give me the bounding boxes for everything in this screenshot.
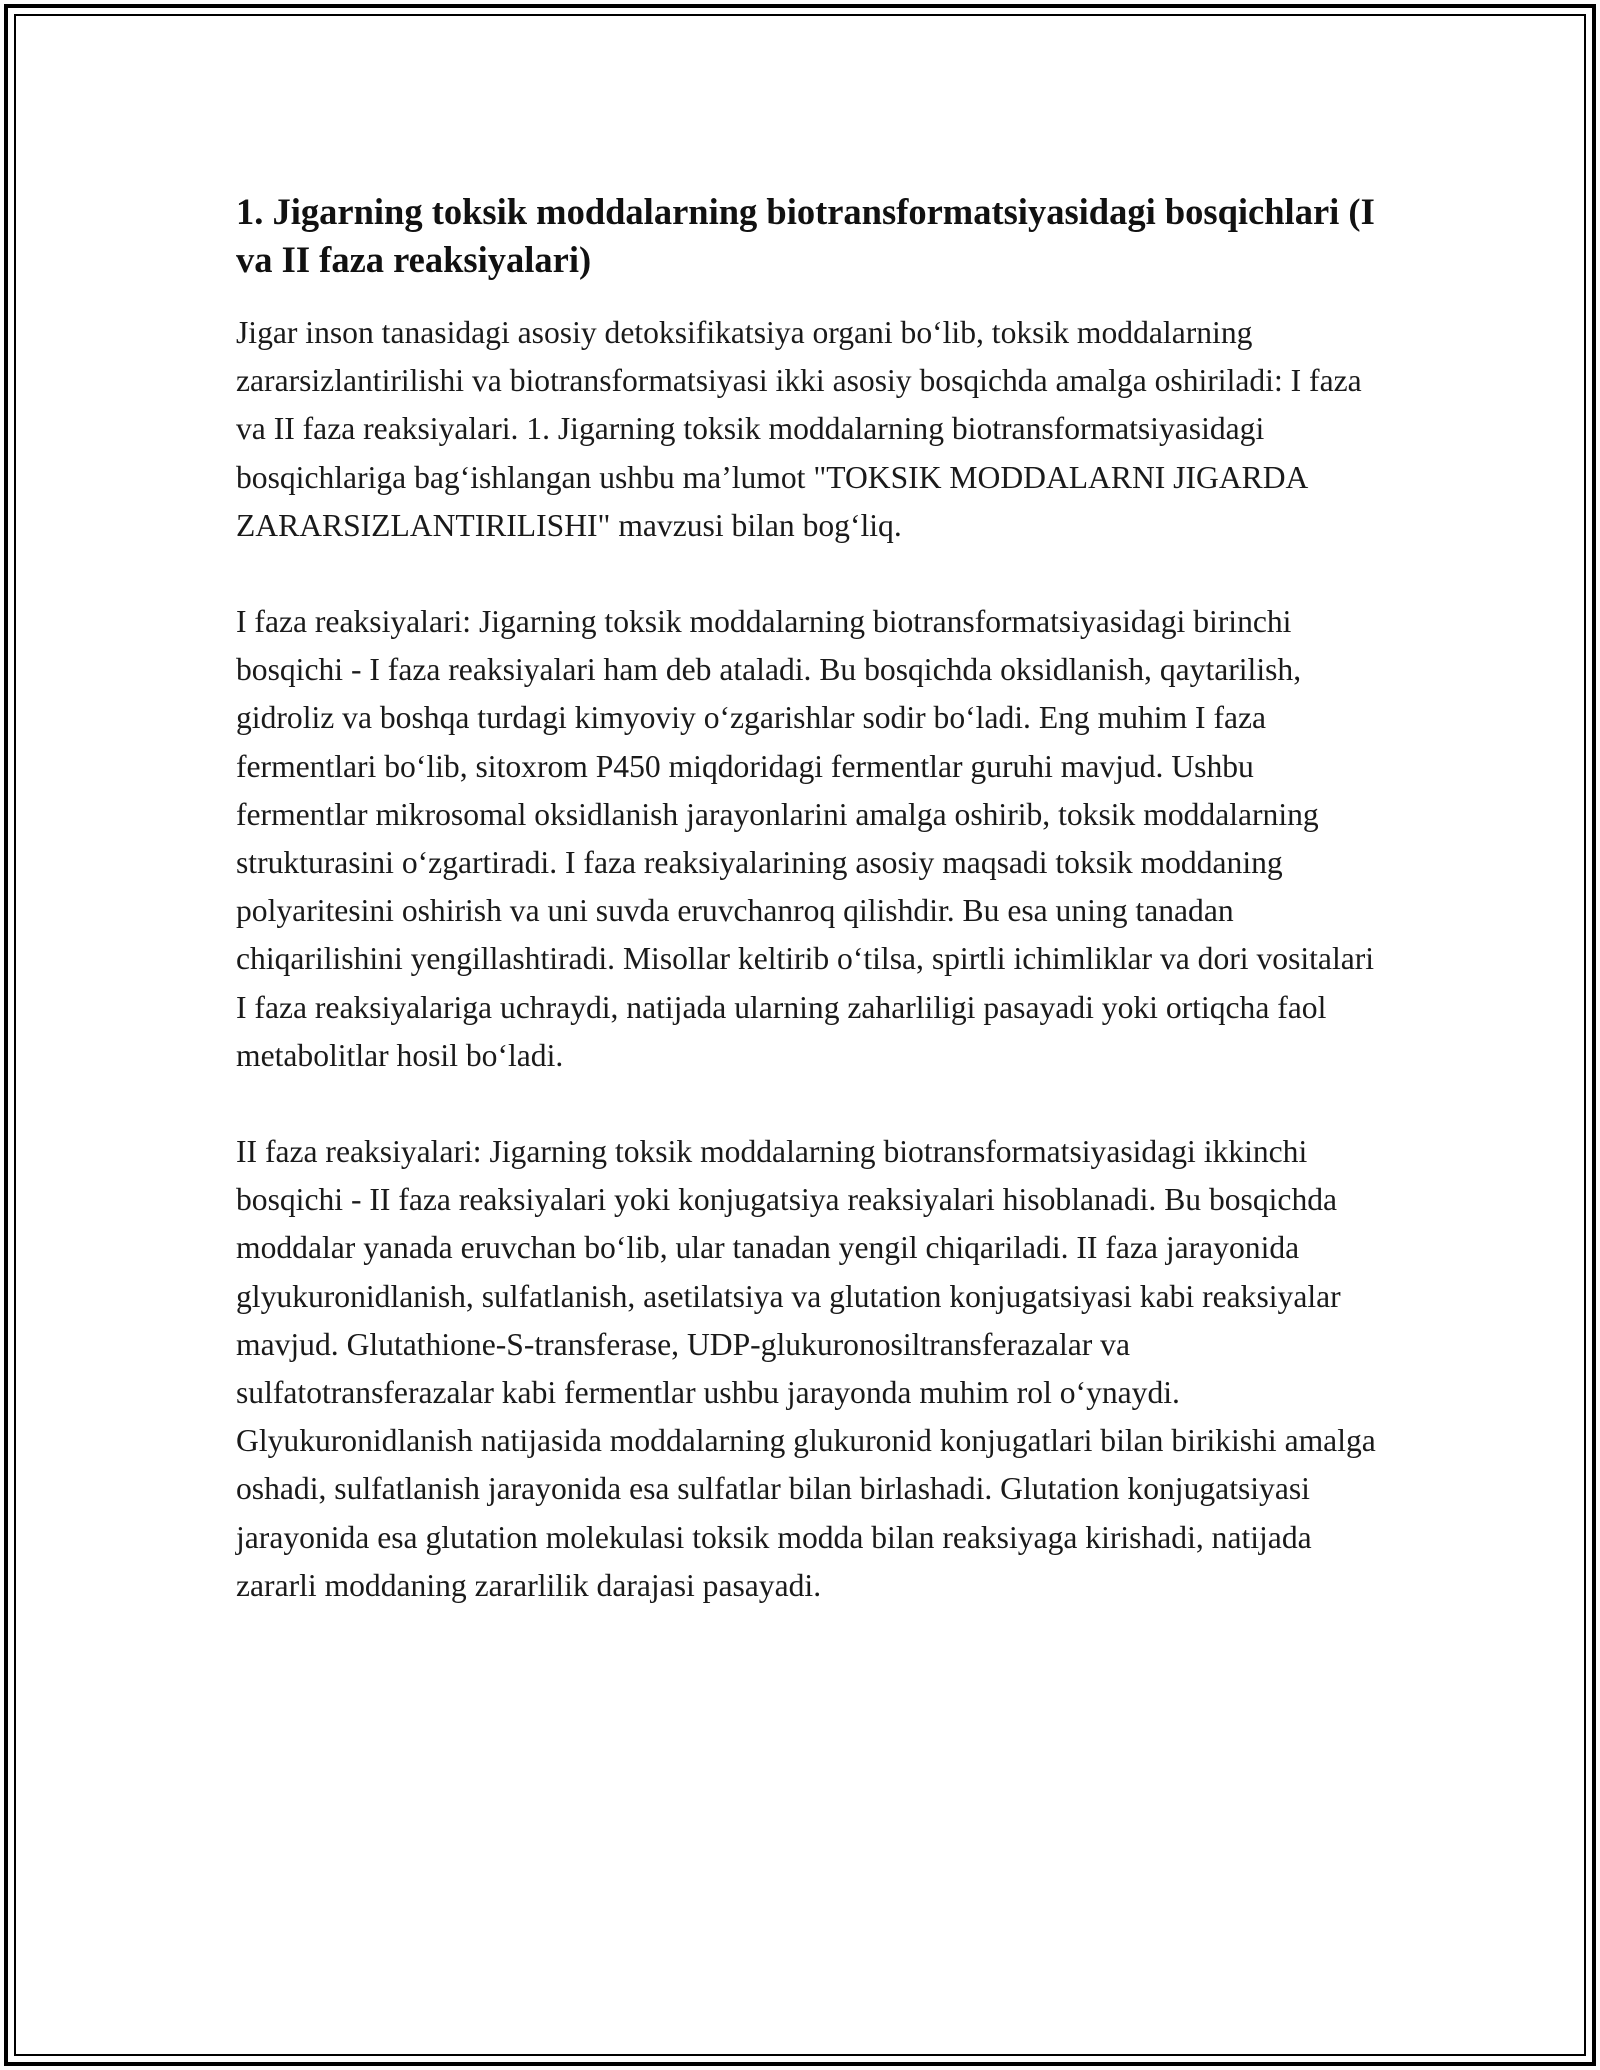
paragraph-phase-one: I faza reaksiyalari: Jigarning toksik moddalarning biotransformatsiyasidagi birinchi bosqichi - I faza reaksiyalari ham deb ataladi. Bu bosqichda oksidlanish, qaytarilish, gidroliz va boshqa turdagi kimyoviy o‘zgarishlar sodir bo‘ladi. Eng muhim I faza fermentlari bo‘lib, sitoxrom P450 miqdoridagi fermentlar guruhi mavjud. Ushbu fermentlar mikrosomal oksidlanish jarayonlarini amalga oshirib, toksik moddalarning strukturasini o‘zgartiradi. I faza reaksiyalarining asosiy maqsadi toksik moddaning polyaritesini oshirish va uni suvda eruvchanroq qilishdir. Bu esa uning tanadan chiqarilishini yengillashtiradi. Misollar keltirib o‘tilsa, spirtli ichimliklar va dori vositalari I faza reaksiyalariga uchraydi, natijada ularning zaharliligi pasayadi yoki ortiqcha faol metabolitlar hosil bo‘ladi.: [236, 604, 1375, 1073]
paragraph-phase-two: II faza reaksiyalari: Jigarning toksik moddalarning biotransformatsiyasidagi ikkinchi bosqichi - II faza reaksiyalari yoki konjugatsiya reaksiyalari hisoblanadi. Bu bosqichda moddalar yanada eruvchan bo‘lib, ular tanadan yengil chiqariladi. II faza jarayonida glyukuronidlanish, sulfatlanish, asetilatsiya va glutation konjugatsiyasi kabi reaksiyalar mavjud. Glutathione-S-transferase, UDP-glukuronosiltransferazalar va sulfatotransferazalar kabi fermentlar ushbu jarayonda muhim rol o‘ynaydi. Glyukuronidlanish natijasida moddalarning glukuronid konjugatlari bilan birikishi amalga oshadi, sulfatlanish jarayonida esa sulfatlar bilan birlashadi. Glutation konjugatsiyasi jarayonida esa glutation molekulasi toksik modda bilan reaksiyaga kirishadi, natijada zararli moddaning zararlilik darajasi pasayadi.: [236, 1134, 1376, 1603]
paragraph-intro: Jigar inson tanasidagi asosiy detoksifikatsiya organi bo‘lib, toksik moddalarning zararsizlantirilishi va biotransformatsiyasi ikki asosiy bosqichda amalga oshiriladi: I faza va II faza reaksiyalari. 1. Jigarning toksik moddalarning biotransformatsiyasidagi bosqichlariga bag‘ishlangan ushbu ma’lumot "TOKSIK MODDALARNI JIGARDA ZARARSIZLANTIRILISHI" mavzusi bilan bog‘liq.: [236, 315, 1362, 543]
document-body: [236, 188, 1376, 1658]
document-title: 1. Jigarning toksik moddalarning biotransformatsiyasidagi bosqichlari (I va II faza reaksiyalari): [236, 191, 1375, 280]
